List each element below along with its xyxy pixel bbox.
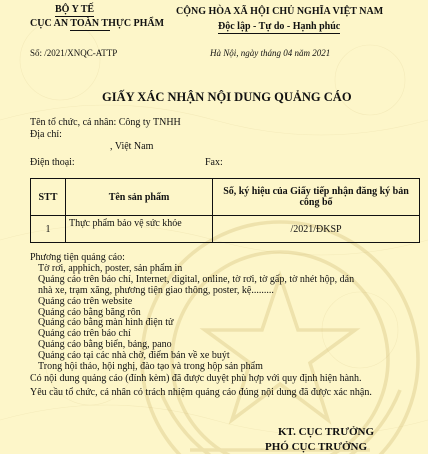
cell-product-name: Thực phẩm bảo vệ sức khỏe: [66, 216, 213, 243]
address-label: Địa chỉ:: [30, 129, 62, 140]
list-item: Quảng cáo bằng biển, bảng, pano: [38, 339, 172, 351]
product-table: [30, 178, 420, 243]
place-date: Hà Nội, ngày tháng 04 năm 2021: [210, 48, 331, 58]
header-stt: STT: [31, 179, 66, 216]
cell-registration-number: /2021/ĐKSP: [213, 216, 420, 243]
document-number: Số: /2021/XNQC-ATTP: [30, 48, 118, 58]
address-value: , Việt Nam: [110, 141, 154, 152]
media-heading: Phương tiện quảng cáo:: [30, 252, 125, 263]
list-item: Quảng cáo tại các nhà chờ, điểm bán về xe buýt: [38, 350, 230, 362]
ministry-name: BỘ Y TẾ: [55, 4, 95, 15]
phone-label: Điện thoại:: [30, 157, 75, 168]
fax-label: Fax:: [205, 157, 223, 168]
list-item: Tờ rơi, apphich, poster, sản phẩm in: [38, 262, 183, 274]
list-item: Quảng cáo trên báo chí, Internet, digital, online, tờ rơi, tờ gấp, tờ nhét hộp, dán: [38, 273, 355, 285]
table-header-row: [31, 179, 420, 216]
conclusion-requirement: Yêu cầu tổ chức, cá nhân có trách nhiệm quảng cáo đúng nội dung đã được xác nhận.: [30, 386, 372, 398]
list-item: Quảng cáo bằng màn hình điện tử: [38, 317, 174, 329]
list-item: Trong hội thảo, hội nghị, đào tạo và trong hộp sản phẩm: [38, 361, 263, 373]
list-item: Quảng cáo bằng băng rôn: [38, 306, 141, 318]
list-item: Quảng cáo trên website: [38, 295, 133, 307]
list-item: Quảng cáo trên báo chí: [38, 328, 131, 340]
document-title: GIẤY XÁC NHẬN NỘI DUNG QUẢNG CÁO: [102, 90, 352, 104]
signature-subtitle: PHÓ CỤC TRƯỞNG: [265, 441, 368, 453]
header-product-name: Tên sản phẩm: [66, 179, 213, 216]
agency-name: CỤC AN TOÀN THỰC PHẨM: [30, 18, 165, 29]
national-motto: Độc lập - Tự do - Hạnh phúc: [218, 21, 341, 32]
cell-stt: 1: [31, 216, 66, 243]
org-name-field: Tên tổ chức, cá nhân: Công ty TNHH: [30, 117, 181, 128]
table-row: [31, 216, 420, 243]
signature-title: KT. CỤC TRƯỞNG: [278, 426, 375, 438]
country-name: CỘNG HÒA XÃ HỘI CHỦ NGHĨA VIỆT NAM: [176, 6, 384, 17]
conclusion-approved: Có nội dung quảng cáo (đính kèm) đã được duyệt phù hợp với quy định hiện hành.: [30, 372, 362, 384]
list-item: nhà xe, trạm xăng, phương tiện giao thông, poster, kệ.........: [38, 284, 274, 296]
header-registration-number: Số, ký hiệu của Giấy tiếp nhận đăng ký bản công bố: [213, 179, 420, 216]
advertising-media-list: [30, 253, 425, 399]
agency-underline: [70, 30, 110, 31]
